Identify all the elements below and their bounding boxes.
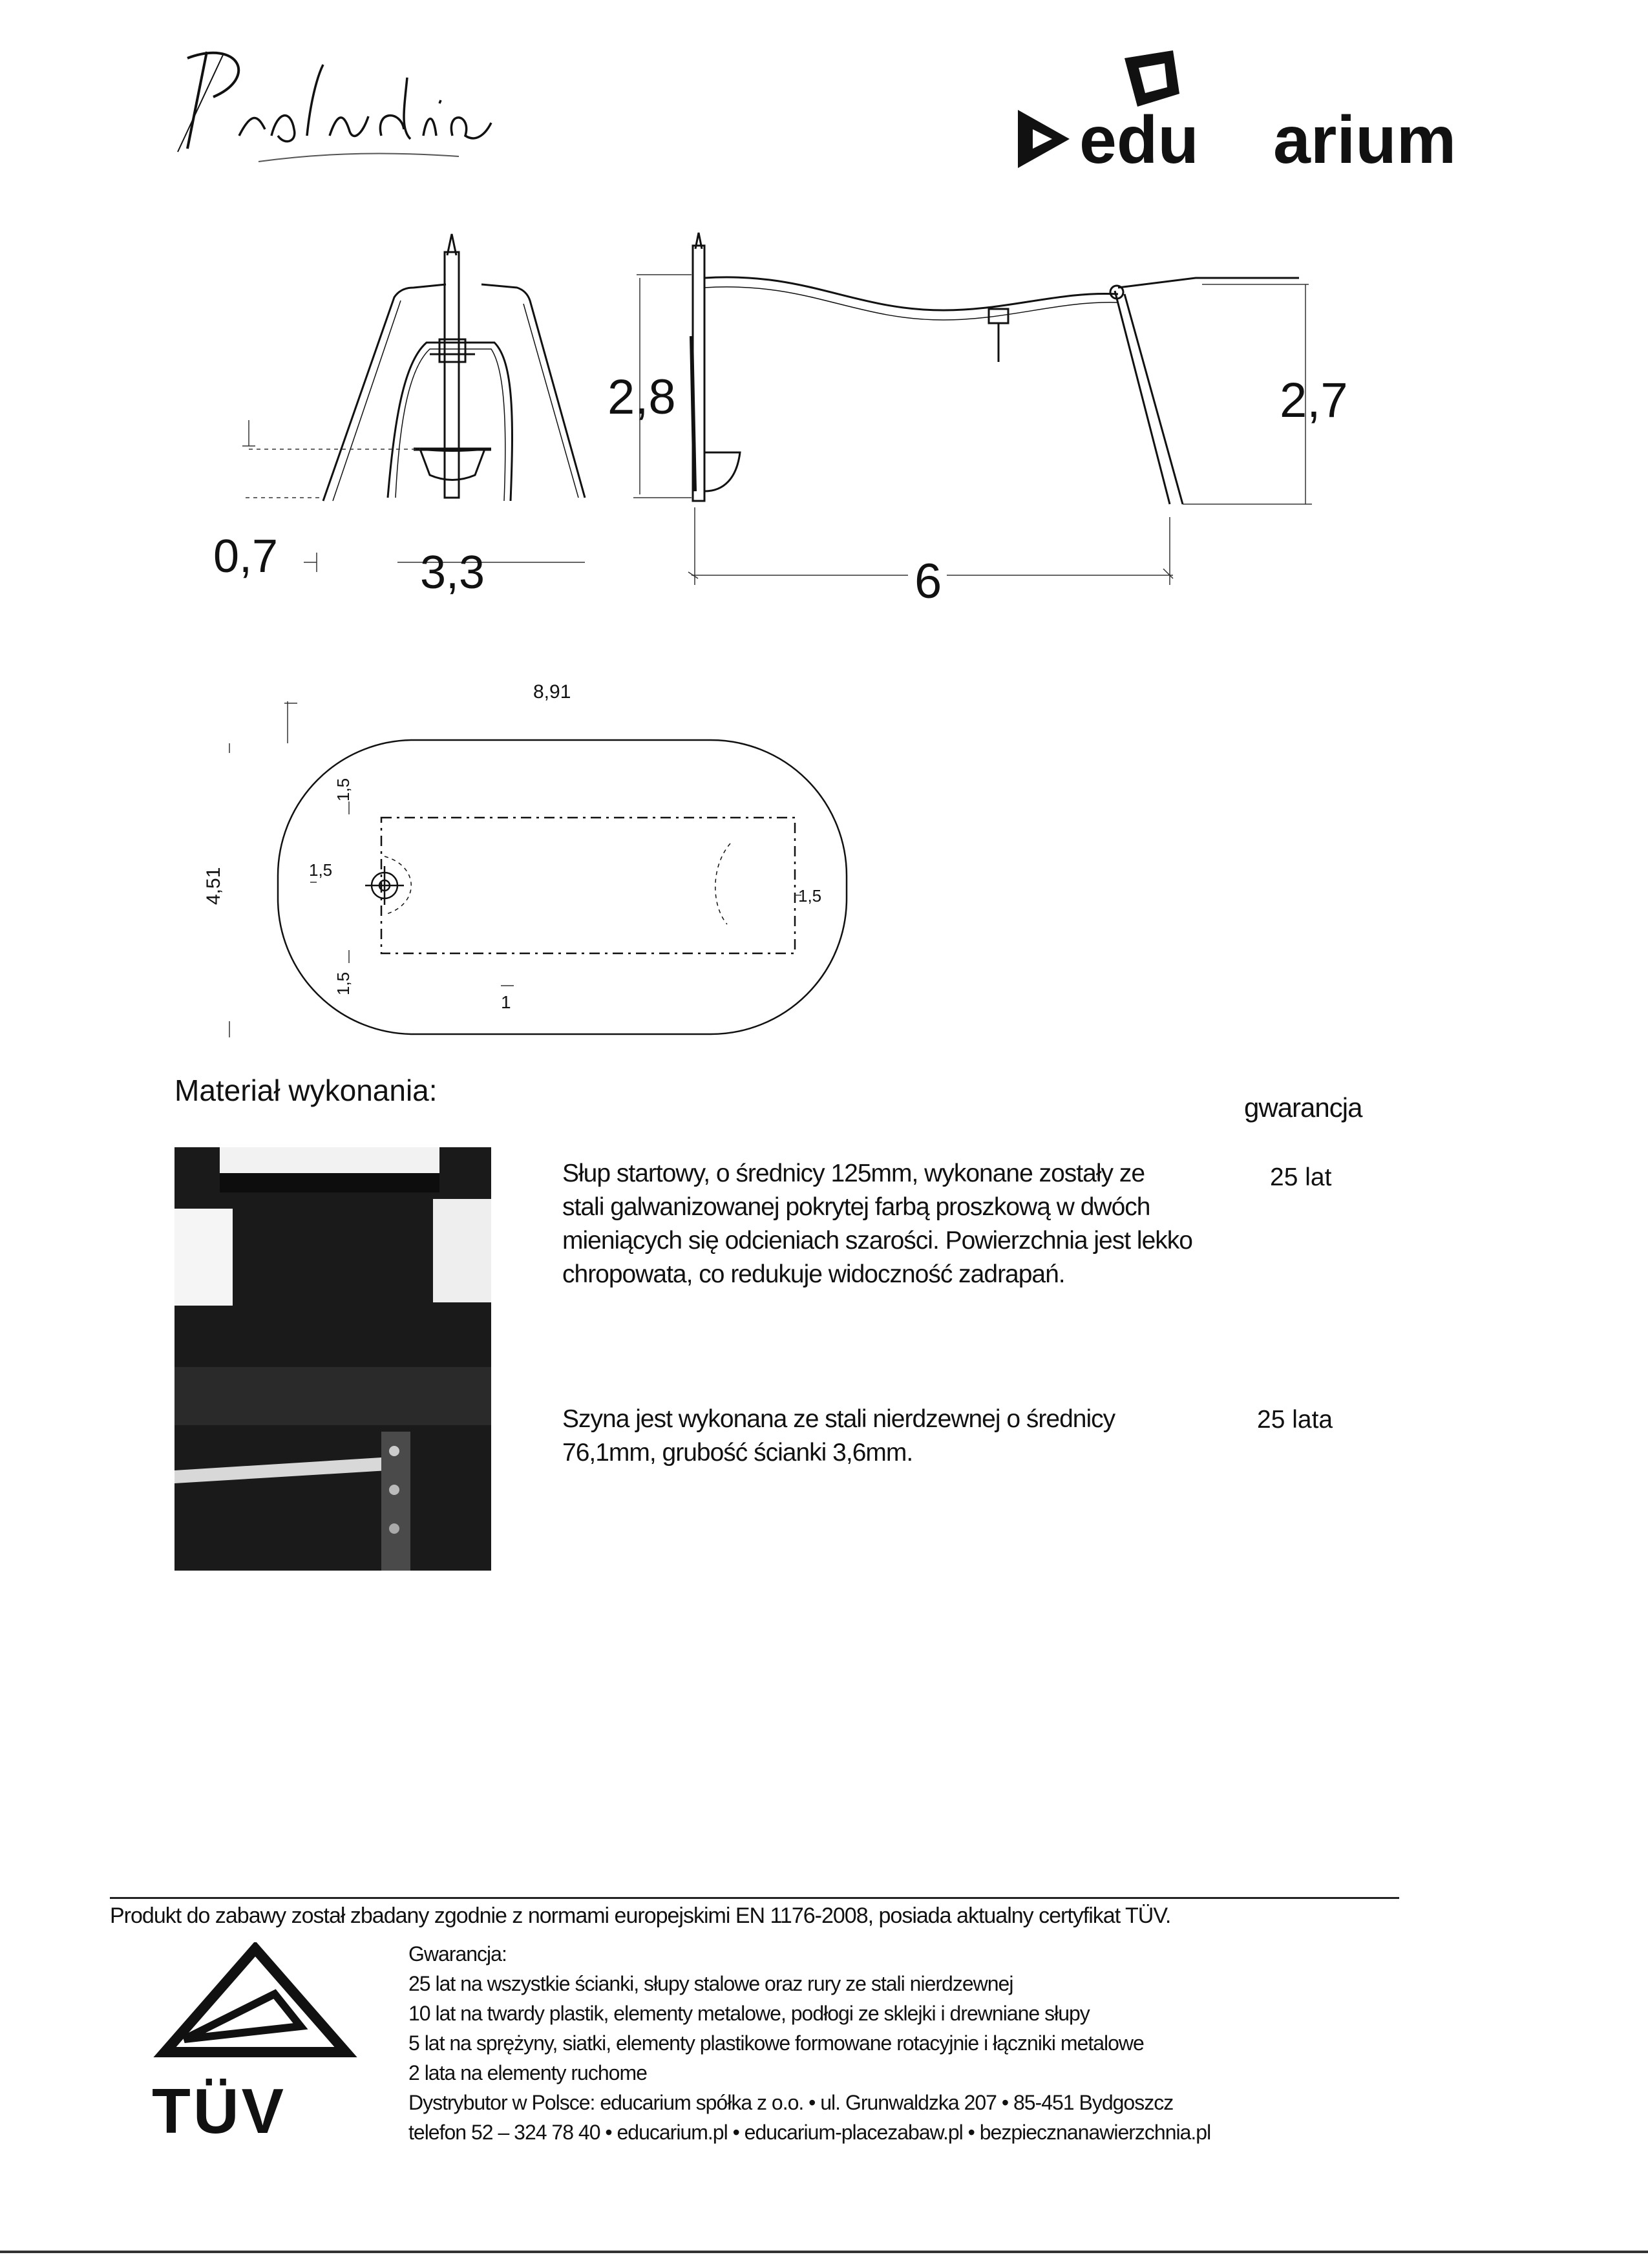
material-item-1-line-4: chropowata, co redukuje widoczność zadrapań. (562, 1260, 1065, 1288)
material-item-2-line-1: Szyna jest wykonana ze stali nierdzewnej o średnicy (562, 1405, 1115, 1433)
footer-line-5: Dystrybutor w Polsce: educarium spółka z o.o. • ul. Grunwaldzka 207 • 85-451 Bydgoszcz (408, 2091, 1174, 2114)
product-photo-graphic (174, 1147, 491, 1571)
material-item-2-warranty: 25 lata (1257, 1406, 1333, 1434)
material-title: Materiał wykonania: (174, 1074, 438, 1107)
plan-width-label: 4,51 (203, 867, 224, 905)
side-height-right-label: 2,7 (1280, 373, 1348, 428)
material-item-1-line-3: mieniących się odcieniach szarości. Powierzchnia jest lekko (562, 1227, 1192, 1255)
tuv-triangle-icon (145, 1942, 365, 2072)
front-height-label: 0,7 (213, 531, 279, 582)
bottom-page-rule (0, 2251, 1648, 2253)
side-elevation-drawing (692, 233, 1299, 504)
tuv-logo-text: TÜV (152, 2075, 286, 2146)
front-dimension-lines (242, 420, 585, 572)
footer-line-2: 10 lat na twardy plastik, elementy metalowe, podłogi ze sklejki i drewniane słupy (408, 2002, 1090, 2025)
material-item-1-text (562, 1157, 1228, 1291)
plan-margin-bottom-label: 1,5 (333, 971, 353, 995)
footer-line-1: 25 lat na wszystkie ścianki, słupy stalowe oraz rury ze stali nierdzewnej (408, 1972, 1013, 1995)
logo-word-edu: edu (1079, 103, 1199, 178)
warranty-column-header: gwarancja (1244, 1092, 1362, 1123)
material-item-1-warranty: 25 lat (1270, 1163, 1332, 1191)
certification-statement: Produkt do zabawy został zbadany zgodnie z normami europejskimi EN 1176-2008, posiada aktualny certyfikat TÜV. (110, 1903, 1171, 1928)
footer-line-4: 2 lata na elementy ruchome (408, 2061, 647, 2084)
proludic-logo (162, 39, 523, 181)
side-height-left-label: 2,8 (607, 370, 676, 425)
plan-length-label: 8,91 (533, 681, 571, 703)
material-item-1-line-2: stali galwanizowanej pokrytej farbą proszkową w dwóch (562, 1193, 1150, 1221)
material-item-2-line-2: 76,1mm, grubość ścianki 3,6mm. (562, 1439, 913, 1467)
footer-divider (110, 1897, 1399, 1899)
logo-word-arium: arium (1273, 103, 1457, 178)
plan-margin-top-label: 1,5 (333, 778, 353, 801)
front-elevation-drawing (323, 234, 585, 501)
plan-margin-left-label: 1,5 (309, 860, 333, 880)
product-photo (174, 1147, 491, 1571)
side-dimension-lines (633, 275, 1312, 585)
play-triangle-icon (1015, 107, 1073, 171)
educarium-logo (1015, 45, 1480, 187)
front-width-label: 3,3 (420, 547, 485, 599)
plan-margin-right-label: 1,5 (798, 886, 822, 906)
side-length-label: 6 (914, 554, 942, 609)
footer-line-6: telefon 52 – 324 78 40 • educarium.pl • educarium-placezabaw.pl • bezpiecznanawierzchnia.pl (408, 2121, 1211, 2144)
material-item-2-text (562, 1403, 1228, 1470)
footer-warranty-title: Gwarancja: (408, 1942, 507, 1966)
proludic-logo-graphic (162, 39, 523, 181)
safety-zone-plan (278, 740, 847, 1034)
footer-details (408, 1939, 1210, 2147)
plan-bottom-mark-label: 1 (501, 992, 511, 1012)
footer-line-3: 5 lat na sprężyny, siatki, elementy plastikowe formowane rotacyjnie i łączniki metalowe (408, 2031, 1144, 2055)
technical-drawings (0, 213, 1648, 1054)
material-item-1-line-1: Słup startowy, o średnicy 125mm, wykonane zostały ze (562, 1160, 1145, 1187)
